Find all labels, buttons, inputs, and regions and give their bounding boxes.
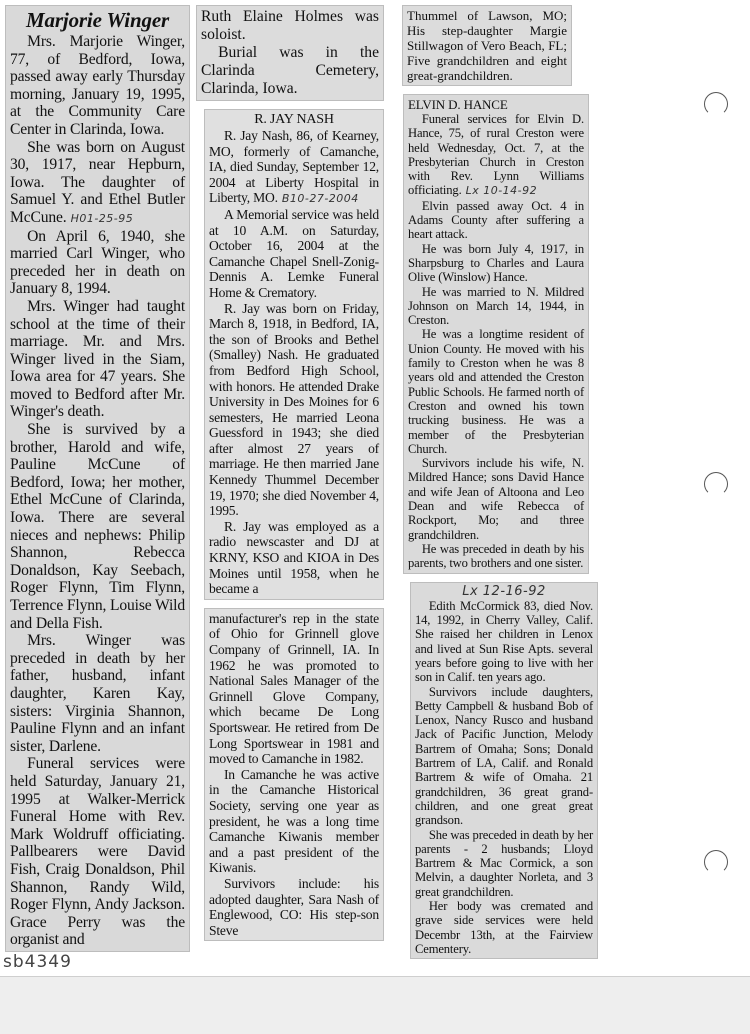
obituary-title: R. JAY NASH [254,112,334,127]
paragraph [408,112,584,199]
paragraph: She was preceded in death by her parents - 2 husbands; Lloyd Bartrem & Mac Cormick, a son Melvin, a daughter Norleta, and 3 great grandchildren. [415,827,593,899]
paragraph: Edith McCormick 83, died Nov. 14, 1992, in Cherry Valley, Calif. She raised her children in Lenox and lived at Sun Rise Apts. several years before going to live with her son in Calif. ten years ago. [415,598,593,685]
obituary-nash-continued [204,608,384,941]
handwritten-page-id: sb4349 [3,952,72,972]
paragraph: Survivors include: his adopted daughter, Sara Nash of Englewood, CO: His step-son Steve [209,875,379,938]
handwritten-date-note: Lx 12-16-92 [462,583,546,599]
handwritten-date-note: Lx 10-14-92 [465,184,538,198]
obituary-elvin-hance [403,94,589,574]
paragraph-text: R. Jay Nash, 86, of Kearney, MO, formerly of Camanche, IA, died Sunday, September 12, 2004 at Liberty Hospital in Liberty, MO. [209,128,379,206]
paragraph: Funeral services were held Saturday, January 21, 1995 at Walker-Merrick Funeral Home with Rev. Mark Woldruff officiating. Pallbearers were David Fish, Craig Donaldson, Phil Shannon, Randy Wild, Roger Flynn, Andy Jackson. Grace Perry was the organist and [10,755,185,949]
paragraph: Thummel of Lawson, MO; His step-daughter Margie Stillwagon of Vero Beach, FL; Five grandchildren and eight great-grandchildren. [407,8,567,83]
handwritten-date-note: B10-27-2004 [281,192,359,206]
obituary-title: ELVIN D. HANCE [408,97,508,112]
paragraph-text: Funeral services for Elvin D. Hance, 75, of rural Creston were held Wednesday, Oct. 7, at the Presbyterian Church in Creston with Rev. Lynn Williams officiating. [408,112,584,198]
paragraph: He was married to N. Mildred Johnson on March 14, 1944, in Creston. [408,284,584,328]
paragraph: Mrs. Winger was preceded in death by her father, husband, infant daughter, Karen Kay, sisters: Virginia Shannon, Pauline Flynn and an infant sister, Darlene. [10,632,185,755]
paragraph: In Camanche he was active in the Camanche Historical Society, serving one year as president, he was a long time Camanche Kiwanis member and a past president of the Kiwanis. [209,766,379,876]
paragraph: He was preceded in death by his parents, two brothers and one sister. [408,541,584,571]
paragraph: Survivors include his wife, N. Mildred Hance; sons David Hance and wife Jean of Altoona and Leo Dean and wife Rebecca of Rockport, Mo; and three grandchildren. [408,456,584,542]
handwritten-date-note: H01-25-95 [70,211,134,225]
paragraph: On April 6, 1940, she married Carl Winger, who preceded her in death on January 8, 1994. [10,227,185,298]
paragraph [10,139,185,228]
paragraph: A Memorial service was held at 10 A.M. on Saturday, October 16, 2004 at the Camanche Chapel Snell-Zonig-Dennis A. Lemke Funeral Home & Crematory. [209,206,379,300]
binder-hole-middle [704,472,728,496]
paragraph-text: She was born on August 30, 1917, near Hepburn, Iowa. The daughter of Samuel Y. and Ethel Butler McCune. [10,138,185,226]
paragraph [209,128,379,207]
obituary-nash-continued-2 [402,5,572,86]
binder-hole-top [704,92,728,116]
scan-bottom-margin [0,976,750,1034]
paragraph: R. Jay was employed as a radio newscaster and DJ at KRNY, KSO and KIOA in Des Moines until 1958, when he became a [209,518,379,597]
obituary-title: Marjorie Winger [25,8,170,32]
column-right [402,5,598,959]
paragraph: R. Jay was born on Friday, March 8, 1918, in Bedford, IA, the son of Brooks and Bethel (Smalley) Nash. He graduated from Bedford High School, with honors. He attended Drake University in Des Moines for 6 semesters, He married Leona Guessford in 1943; she died after almost 27 years of marriage. He then married Jane Kennedy Thummel December 19, 1970; she died November 4, 1995. [209,300,379,519]
paragraph: He was born July 4, 1917, in Sharpsburg to Charles and Laura Olive (Winslow) Hance. [408,241,584,285]
obituary-r-jay-nash [204,109,384,600]
paragraph: Burial was in the Clarinda Cemetery, Clarinda, Iowa. [201,44,379,97]
obituary-winger-continued [196,5,384,101]
paragraph: Ruth Elaine Holmes was soloist. [201,8,379,43]
column-middle [196,5,384,941]
paragraph: Survivors include daughters, Betty Campbell & husband Bob of Lenox, Nancy Rusco and husband Jack of Pacific Junction, Melody Bartrem of Omaha; Sons; Donald Bartrem of LA, Calif. and Ronald Bartrem & wife of Omaha. 21 grandchildren, 36 great grand-children, and one great great grandson. [415,684,593,828]
paragraph: manufacturer's rep in the state of Ohio for Grinnell glove Company of Grinnell, IA. In 1962 he was promoted to National Sales Manager of the Grinnell Glove Company, which became De Long Sportswear. He retired from De Long Sportswear in 1981 and moved to Camanche in 1982. [209,610,379,767]
obituary-edith-mccormick [410,582,598,960]
paragraph: Elvin passed away Oct. 4 in Adams County after suffering a heart attack. [408,198,584,242]
binder-hole-bottom [704,850,728,874]
obituary-marjorie-winger [5,5,190,952]
paragraph: Mrs. Marjorie Winger, 77, of Bedford, Iowa, passed away early Thursday morning, January 19, 1995, at the Community Care Center in Clarinda, Iowa. [10,33,185,138]
paragraph: He was a longtime resident of Union County. He moved with his family to Creston when he was 8 years old and attended the Creston Public Schools. He farmed north of Creston and owned his town trucking business. He was a member of the Presbyterian Church. [408,327,584,456]
paragraph: She is survived by a brother, Harold and wife, Pauline McCune of Bedford, Iowa; her mother, Ethel McCune of Clarinda, Iowa. There are several nieces and nephews: Philip Shannon, Rebecca Donaldson, Kay Seebach, Roger Flynn, Tim Flynn, Terrence Flynn, Louise Wild and Della Fish. [10,421,185,632]
paragraph: Her body was cremated and grave side services were held Decembr 13th, at the Fairview Cementery. [415,899,593,956]
paragraph: Mrs. Winger had taught school at the time of their marriage. Mr. and Mrs. Winger lived in the Siam, Iowa area for 47 years. She moved to Bedford after Mr. Winger's death. [10,297,185,421]
